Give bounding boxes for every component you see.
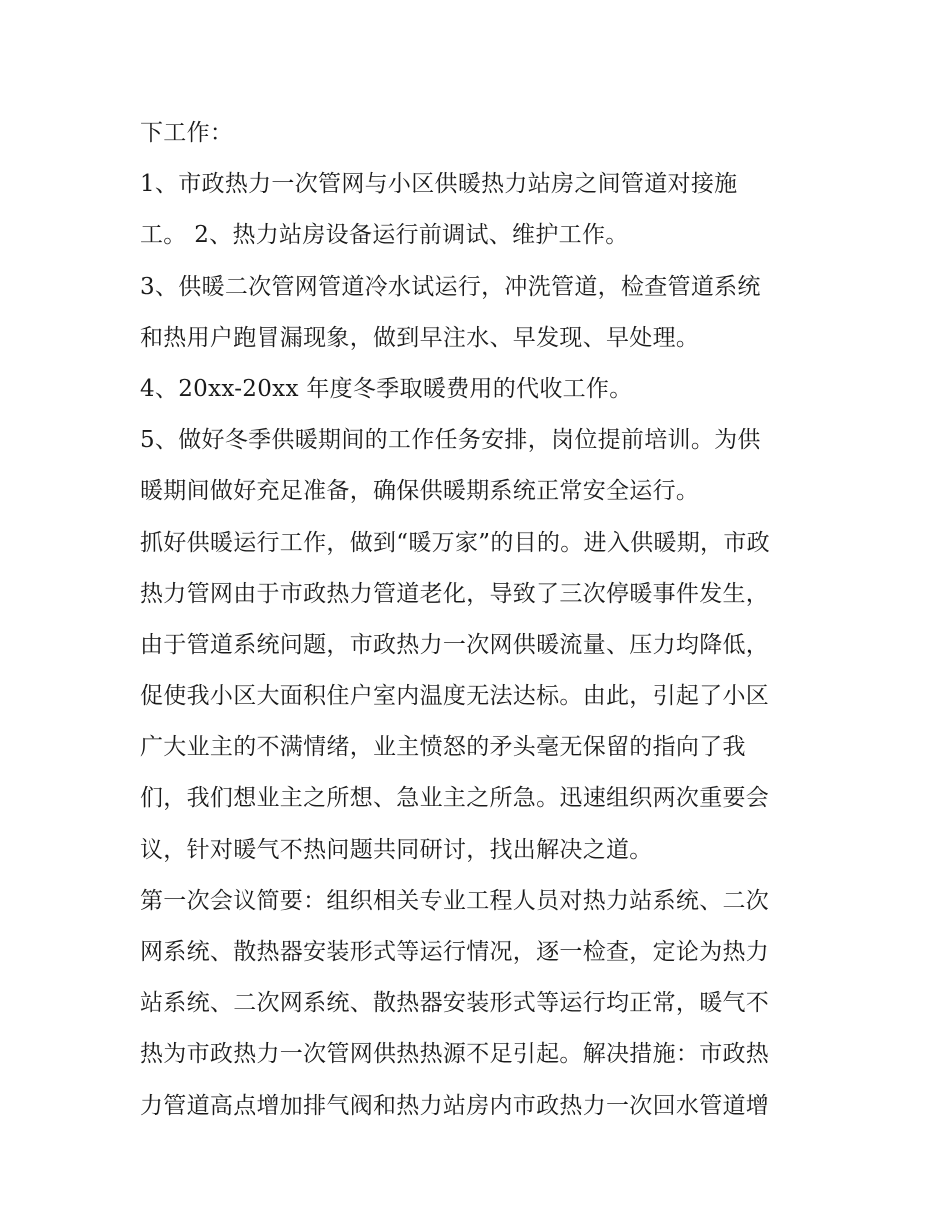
text-line: 站系统、二次网系统、散热器安装形式等运行均正常，暖气不: [140, 990, 770, 1017]
text-line: 下工作：: [140, 120, 234, 146]
text-line: 促使我小区大面积住户室内温度无法达标。由此，引起了小区: [140, 683, 770, 710]
text-line: 们，我们想业主之所想、急业主之所急。迅速组织两次重要会: [140, 785, 770, 812]
text-line: 4、20xx-20xx 年度冬季取暖费用的代收工作。: [140, 375, 633, 402]
document-body: [140, 108, 820, 1132]
text-line: 热为市政热力一次管网供热热源不足引起。解决措施：市政热: [140, 1041, 770, 1068]
text-line: 由于管道系统问题，市政热力一次网供暖流量、压力均降低，: [140, 631, 770, 658]
text-line: 第一次会议简要：组织相关专业工程人员对热力站系统、二次: [140, 887, 770, 914]
text-line: 和热用户跑冒漏现象，做到早注水、早发现、早处理。: [140, 324, 700, 351]
text-line: 热力管网由于市政热力管道老化，导致了三次停暖事件发生，: [140, 580, 770, 607]
text-line: 工。 2、热力站房设备运行前调试、维护工作。: [140, 222, 629, 249]
text-line: 网系统、散热器安装形式等运行情况，逐一检查，定论为热力: [140, 939, 770, 965]
text-line: 1、市政热力一次管网与小区供暖热力站房之间管道对接施: [140, 171, 738, 198]
text-line: 力管道高点增加排气阀和热力站房内市政热力一次回水管道增: [140, 1092, 770, 1119]
text-line: 5、做好冬季供暖期间的工作任务安排，岗位提前培训。为供: [140, 427, 761, 454]
text-line: 3、供暖二次管网管道冷水试运行，冲洗管道，检查管道系统: [140, 273, 761, 300]
text-line: 议，针对暖气不热问题共同研讨，找出解决之道。: [140, 836, 653, 863]
text-line: 抓好供暖运行工作，做到“暖万家”的目的。进入供暖期，市政: [140, 529, 770, 556]
text-line: 广大业主的不满情绪，业主愤怒的矛头毫无保留的指向了我: [140, 734, 746, 761]
text-line: 暖期间做好充足准备，确保供暖期系统正常安全运行。: [140, 478, 700, 505]
